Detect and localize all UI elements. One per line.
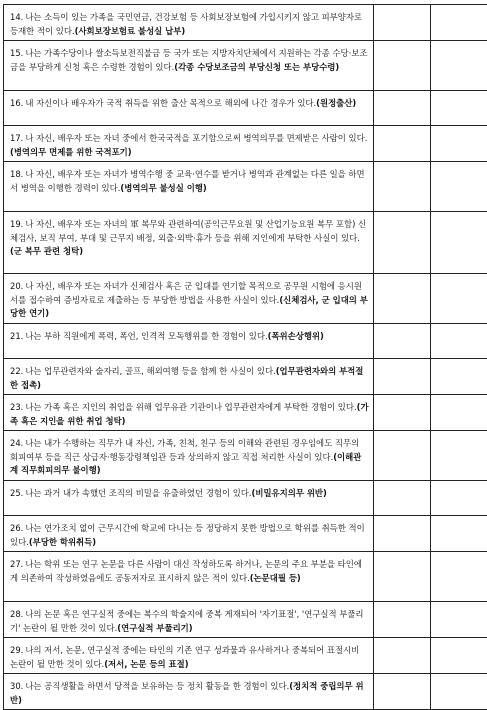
question-text: 나는 과거 내가 속했던 조직의 비밀을 유출하였던 경험이 있다.	[25, 488, 251, 498]
question-number: 20.	[10, 281, 23, 291]
violation-tag: (각종 수당보조금의 부당신청 또는 부당수령)	[174, 62, 339, 72]
question-text: 나의 논문 혹은 연구실적 중에는 복수의 학술지에 중복 게재되어 '자기표절', '연구실적 부풀리기' 논란이 될 만한 것이 있다.	[10, 609, 364, 633]
answer-cell-1[interactable]	[374, 638, 431, 674]
question-number: 30.	[10, 681, 23, 691]
answer-cell-2[interactable]	[431, 638, 487, 674]
violation-tag: (병역의무 면제를 위한 국적포기)	[10, 147, 132, 157]
answer-cell-1[interactable]	[374, 91, 431, 126]
checklist-row	[4, 126, 487, 162]
violation-tag: (사회보장보험료 불성실 납부)	[75, 26, 186, 36]
checklist-row	[4, 359, 487, 395]
checklist-table-container	[3, 4, 484, 710]
violation-tag: (병역의무 불성실 이행)	[120, 183, 206, 193]
checklist-row	[4, 212, 487, 274]
question-cell	[4, 162, 374, 212]
question-text: 나는 가족수당이나 쌀소득보전직불금 등 국가 또는 지방자치단체에서 지원하는 각종 수당·보조금을 부당하게 신청 혹은 수령한 경험이 있다.	[10, 48, 367, 72]
answer-cell-2[interactable]	[431, 91, 487, 126]
violation-tag: (원정출산)	[316, 98, 356, 108]
answer-cell-2[interactable]	[431, 41, 487, 91]
checklist-row	[4, 674, 487, 710]
violation-tag: (폭위손상행위)	[268, 331, 324, 341]
answer-cell-1[interactable]	[374, 602, 431, 638]
question-text: 나는 부하 직원에게 폭력, 폭언, 인격적 모독행위를 한 경험이 있다.	[25, 331, 267, 341]
answer-cell-1[interactable]	[374, 274, 431, 324]
violation-tag: (정치적 중립의무 위반)	[10, 681, 364, 705]
violation-tag: (업무관련자와의 부적절한 접촉)	[10, 366, 363, 390]
question-text: 나는 공직생활을 하면서 당적을 보유하는 등 정치 활동을 한 경험이 있다.	[25, 681, 289, 691]
question-text: 나 자신, 배우자 또는 자녀가 병역수행 중 교육·연수를 받거나 병역과 관계없는 다른 일을 하면서 병역을 이행한 경력이 있다.	[10, 169, 365, 193]
answer-cell-2[interactable]	[431, 552, 487, 602]
question-number: 17.	[10, 133, 23, 143]
answer-cell-2[interactable]	[431, 431, 487, 481]
checklist-row	[4, 602, 487, 638]
answer-cell-1[interactable]	[374, 41, 431, 91]
question-cell	[4, 516, 374, 552]
question-number: 26.	[10, 523, 23, 533]
answer-cell-1[interactable]	[374, 395, 431, 431]
checklist-row	[4, 431, 487, 481]
checklist-row	[4, 162, 487, 212]
question-cell	[4, 274, 374, 324]
answer-cell-1[interactable]	[374, 552, 431, 602]
answer-cell-1[interactable]	[374, 212, 431, 274]
question-text: 나 자신, 배우자 또는 자녀 중에서 한국국적을 포기함으로써 병역의무를 면제받은 사람이 있다.	[25, 133, 367, 143]
checklist-row	[4, 481, 487, 516]
checklist-row	[4, 638, 487, 674]
question-number: 22.	[10, 366, 23, 376]
answer-cell-2[interactable]	[431, 395, 487, 431]
question-number: 21.	[10, 331, 23, 341]
question-cell	[4, 126, 374, 162]
question-text: 나는 내가 수행하는 직무가 내 자신, 가족, 친척, 친구 등의 이해와 관련된 경우임에도 직무의 회피여부 등을 직근 상급자·행동강령책임관 등과 상의하지 않고 직접 처리한 사실이 있다.	[10, 438, 359, 462]
answer-cell-2[interactable]	[431, 126, 487, 162]
answer-cell-1[interactable]	[374, 162, 431, 212]
answer-cell-2[interactable]	[431, 5, 487, 41]
answer-cell-2[interactable]	[431, 212, 487, 274]
question-number: 29.	[10, 645, 23, 655]
question-cell	[4, 638, 374, 674]
question-text: 나는 학위 또는 연구 논문을 다른 사람이 대신 작성하도록 하거나, 논문의 주요 부분을 타인에게 의존하여 작성하였음에도 공동저자로 표시하지 않은 적이 있다.	[10, 559, 362, 583]
question-text: 나는 가족 혹은 지인의 취업을 위해 업무유관 기관이나 업무관련자에게 부탁한 경험이 있다.	[25, 402, 356, 412]
answer-cell-1[interactable]	[374, 5, 431, 41]
checklist-row	[4, 395, 487, 431]
question-number: 16.	[10, 98, 23, 108]
violation-tag: (비밀유지의무 위반)	[252, 488, 327, 498]
answer-cell-2[interactable]	[431, 516, 487, 552]
question-number: 18.	[10, 169, 23, 179]
answer-cell-2[interactable]	[431, 359, 487, 395]
violation-tag: (저서, 논문 등의 표절)	[104, 659, 188, 669]
violation-tag: (가족 혹은 지인을 위한 취업 청탁)	[10, 402, 369, 426]
question-text: 나 자신, 배우자 또는 자녀의 軍 복무와 관련하여(공익근무요원 및 산업기능요원 복무 포함) 신체검사, 보직 부여, 부대 및 근무지 배정, 외출·외박·휴가 등을 위해 지인에게 부탁한 사실이 있다.	[10, 219, 366, 243]
violation-tag: (연구실적 부풀리기)	[117, 623, 192, 633]
violation-tag: (신체검사, 군 입대의 부당한 연기)	[10, 295, 368, 319]
checklist-row	[4, 274, 487, 324]
answer-cell-1[interactable]	[374, 126, 431, 162]
question-number: 25.	[10, 488, 23, 498]
question-number: 23.	[10, 402, 23, 412]
answer-cell-1[interactable]	[374, 674, 431, 710]
question-cell	[4, 481, 374, 516]
answer-cell-1[interactable]	[374, 431, 431, 481]
question-cell	[4, 552, 374, 602]
question-number: 15.	[10, 48, 23, 58]
checklist-table	[3, 4, 487, 710]
question-cell	[4, 359, 374, 395]
question-text: 나는 업무관련자와 술자리, 골프, 해외여행 등을 함께 한 사실이 있다.	[25, 366, 275, 376]
question-number: 28.	[10, 609, 23, 619]
checklist-row	[4, 552, 487, 602]
answer-cell-1[interactable]	[374, 481, 431, 516]
answer-cell-2[interactable]	[431, 602, 487, 638]
answer-cell-1[interactable]	[374, 324, 431, 359]
question-cell	[4, 212, 374, 274]
question-text: 나는 소득이 있는 가족을 국민연금, 건강보험 등 사회보장보험에 가입시키지 않고 피부양자로 등재한 적이 있다.	[10, 12, 362, 36]
checklist-row	[4, 91, 487, 126]
question-cell	[4, 91, 374, 126]
checklist-row	[4, 41, 487, 91]
question-cell	[4, 41, 374, 91]
question-cell	[4, 395, 374, 431]
violation-tag: (군 복무 관련 청탁)	[10, 246, 83, 256]
question-cell	[4, 602, 374, 638]
question-cell	[4, 324, 374, 359]
violation-tag: (논문대필 등)	[250, 573, 301, 583]
violation-tag: (이해관계 직무회피의무 불이행)	[10, 452, 361, 476]
question-cell	[4, 5, 374, 41]
question-text: 나 자신, 배우자 또는 자녀가 신체검사 혹은 군 입대를 연기할 목적으로 공무원 시험에 응시원서를 접수하여 증빙자료로 제출하는 등 부당한 방법을 사용한 사실이 있다.	[10, 281, 362, 305]
checklist-row	[4, 516, 487, 552]
answer-cell-2[interactable]	[431, 481, 487, 516]
question-cell	[4, 674, 374, 710]
question-text: 나는 연가조치 없이 근무시간에 학교에 다니는 등 정당하지 못한 방법으로 학위를 취득한 적이 있다.	[10, 523, 365, 547]
answer-cell-2[interactable]	[431, 274, 487, 324]
violation-tag: (부당한 학위취득)	[29, 537, 96, 547]
answer-cell-1[interactable]	[374, 516, 431, 552]
question-number: 19.	[10, 219, 23, 229]
answer-cell-2[interactable]	[431, 324, 487, 359]
answer-cell-2[interactable]	[431, 162, 487, 212]
question-text: 나의 저서, 논문, 연구실적 중에는 타인의 기존 연구 성과물과 유사하거나 중복되어 표절시비 논란이 될 만한 것이 있다.	[10, 645, 359, 669]
question-number: 24.	[10, 438, 23, 448]
answer-cell-2[interactable]	[431, 674, 487, 710]
question-number: 14.	[10, 12, 23, 22]
checklist-row	[4, 5, 487, 41]
question-number: 27.	[10, 559, 23, 569]
checklist-row	[4, 324, 487, 359]
question-cell	[4, 431, 374, 481]
question-text: 내 자신이나 배우자가 국적 취득을 위한 출산 목적으로 해외에 나간 경우가 있다.	[25, 98, 316, 108]
answer-cell-1[interactable]	[374, 359, 431, 395]
